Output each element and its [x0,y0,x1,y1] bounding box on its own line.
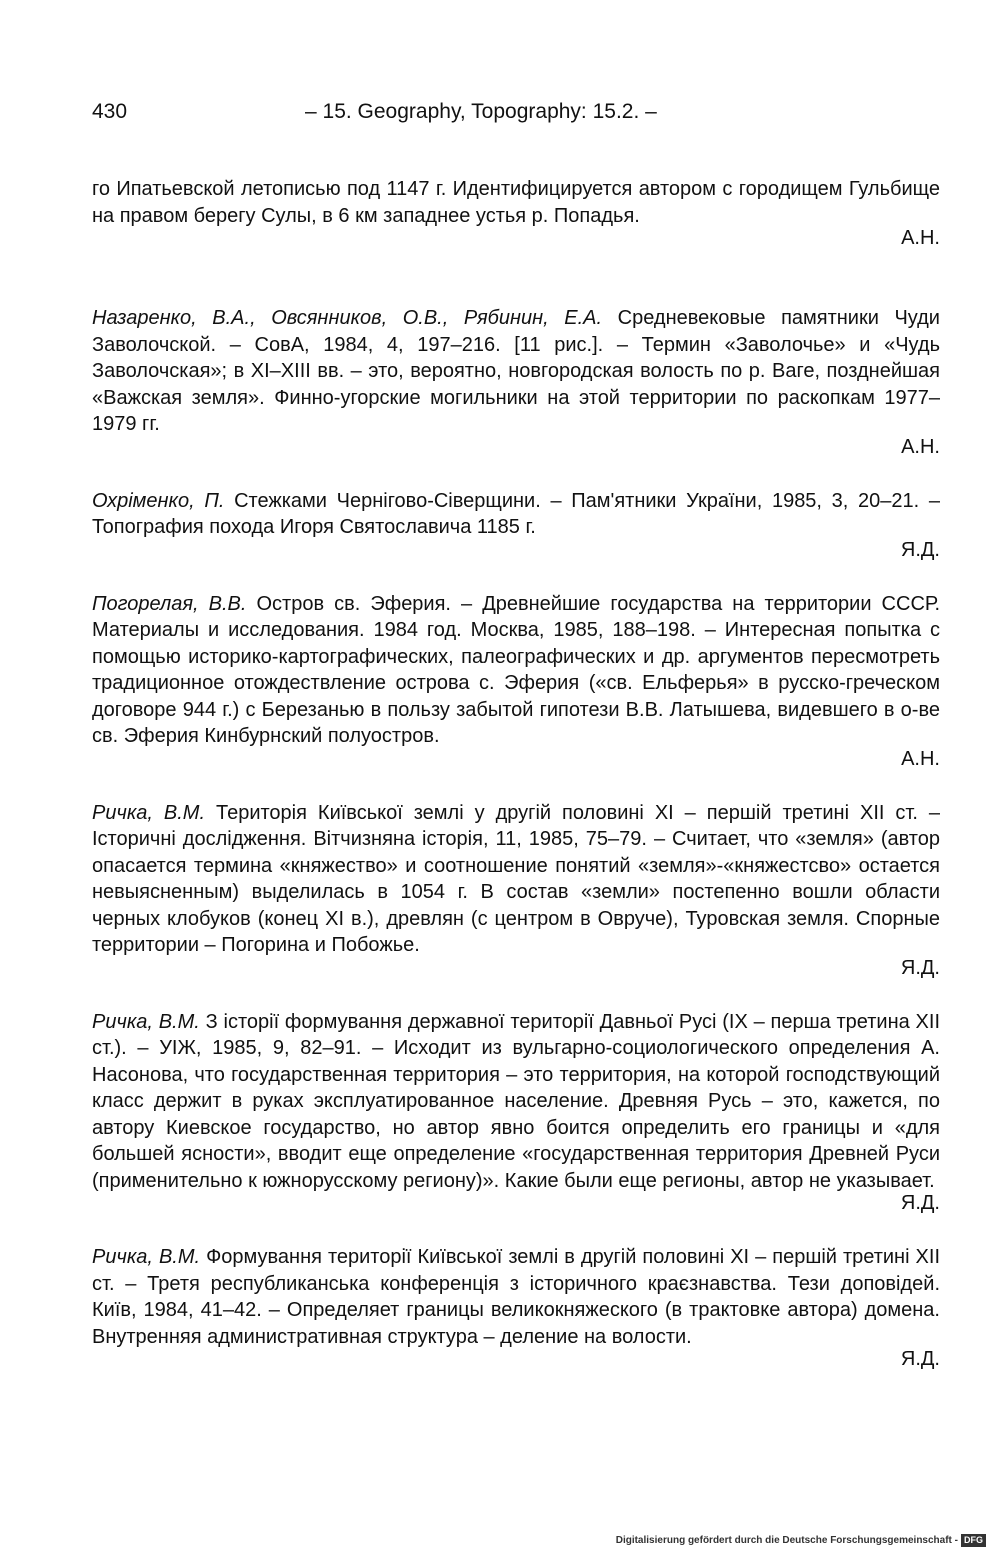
footer-text: Digitalisierung gefördert durch die Deutsche Forschungsgemeinschaft - [615,1535,958,1546]
page-number: 430 [92,100,128,123]
entry-author: Погорелая, В.В. [92,592,247,615]
entry-text: го Ипатьевской летописью под 1147 г. Идентифицируется автором с городищем Гульбище на правом берегу Сулы, в 6 км западнее устья р. Попадья. [92,178,940,227]
entry-text: З історії формування державної території Давньої Русі (IX – перша третина XII ст.). – УІЖ, 1985, 9, 82–91. – Исходит из вульгарно-социологического определения А. Насонова, что государственная территория – это территория, на которой господствующий класс держит в руках эксплуатированное население. Древняя Русь – это, кажется, по автору Киевское государство, но автор явно боится определить его границы и «для большей ясности», вводит еще определение «государственная территория Древней Руси (применительно к южнорусскому региону)». Какие были еще регионы, автор не указывает. [92,1010,941,1192]
entry-body [92,488,940,541]
reviewer-initials: А.Н. [901,435,940,458]
bibliography-entry [92,1009,940,1215]
entry-author: Ричка, В.М. [92,801,206,824]
entry-text: Формування території Київської землі в другій половині XI – першій третині XII ст. – Третя республиканська конференція з історичного краєзнавства. Тези доповідей. Київ, 1984, 41–42. – Определяет границы великокняжеского (в трактовке автора) домена. Внутренняя административная структура – деление на волости. [92,1246,941,1348]
entry-body [92,1009,940,1195]
bibliography-entry [92,591,940,770]
bibliography-entries [92,176,940,1400]
reviewer-initials: Я.Д. [900,538,940,561]
entry-body [92,800,940,959]
entry-text: Средневековые памятники Чуди Заволочской. – СовА, 1984, 4, 197–216. [11 рис.]. – Термин «Заволочье» и «Чудь Заволочская»; в XI–XIII вв. – это, вероятно, новгородская волость по р. Ваге, позднейшая «Важская земля». Финно-угорские могильники на этой территории по раскопкам 1977–1979 гг. [92,307,940,435]
entry-text: Стежками Чернігово-Сіверщини. – Пам'ятники України, 1985, 3, 20–21. – Топография похода Игоря Святославича 1185 г. [92,489,940,538]
bibliography-entry [92,176,940,249]
digitization-footer [616,1534,986,1547]
reviewer-initials: Я.Д. [900,1348,940,1370]
dfg-logo: DFG [961,1534,986,1547]
bibliography-entry [92,800,940,979]
reviewer-initials: Я.Д. [900,956,940,979]
reviewer-initials: А.Н. [901,227,940,249]
entry-body [92,591,940,750]
entry-body [92,305,940,438]
entry-text: Остров св. Эферия. – Древнейшие государства на территории СССР. Материалы и исследования. 1984 год. Москва, 1985, 188–198. – Интересная попытка с помощью историко-картографических, палеографических и др. аргументов пересмотреть традиционное отождествление острова с. Эферия («св. Ельферья» в русско-греческом договоре 944 г.) с Березанью в пользу забытой гипотези В.В. Латышева, видевшего в о-ве св. Эферия Кинбурнский полуостров. [92,592,941,747]
reviewer-initials: Я.Д. [900,1192,940,1214]
reviewer-initials: А.Н. [901,747,940,770]
entry-author: Охріменко, П. [92,489,225,512]
page-header [92,100,732,130]
entry-author: Ричка, В.М. [92,1246,201,1268]
bibliography-entry [92,305,940,458]
entry-text: Територія Київської землі у другій половині XI – першій третині XII ст. – Історичні дослідження. Вітчизняна історія, 11, 1985, 75–79. – Считает, что «земля» (автор опасается термина «княжество» и соотношение понятий «земля»-«княжестсво» остается невыясненным) выделилась в 1054 г. В состав «земли» постепенно вошли области черных клобуков (конец XI в.), древлян (с центром в Овруче), Туровская земля. Спорные территории – Погорина и Побожье. [92,801,940,956]
entry-body [92,176,940,229]
bibliography-entry [92,1244,940,1370]
running-head: – 15. Geography, Topography: 15.2. – [305,100,657,123]
entry-author: Ричка, В.М. [92,1010,200,1033]
bibliography-entry [92,488,940,561]
entry-body [92,1244,940,1350]
entry-author: Назаренко, В.А., Овсянников, О.В., Рябинин, Е.А. [92,307,603,329]
